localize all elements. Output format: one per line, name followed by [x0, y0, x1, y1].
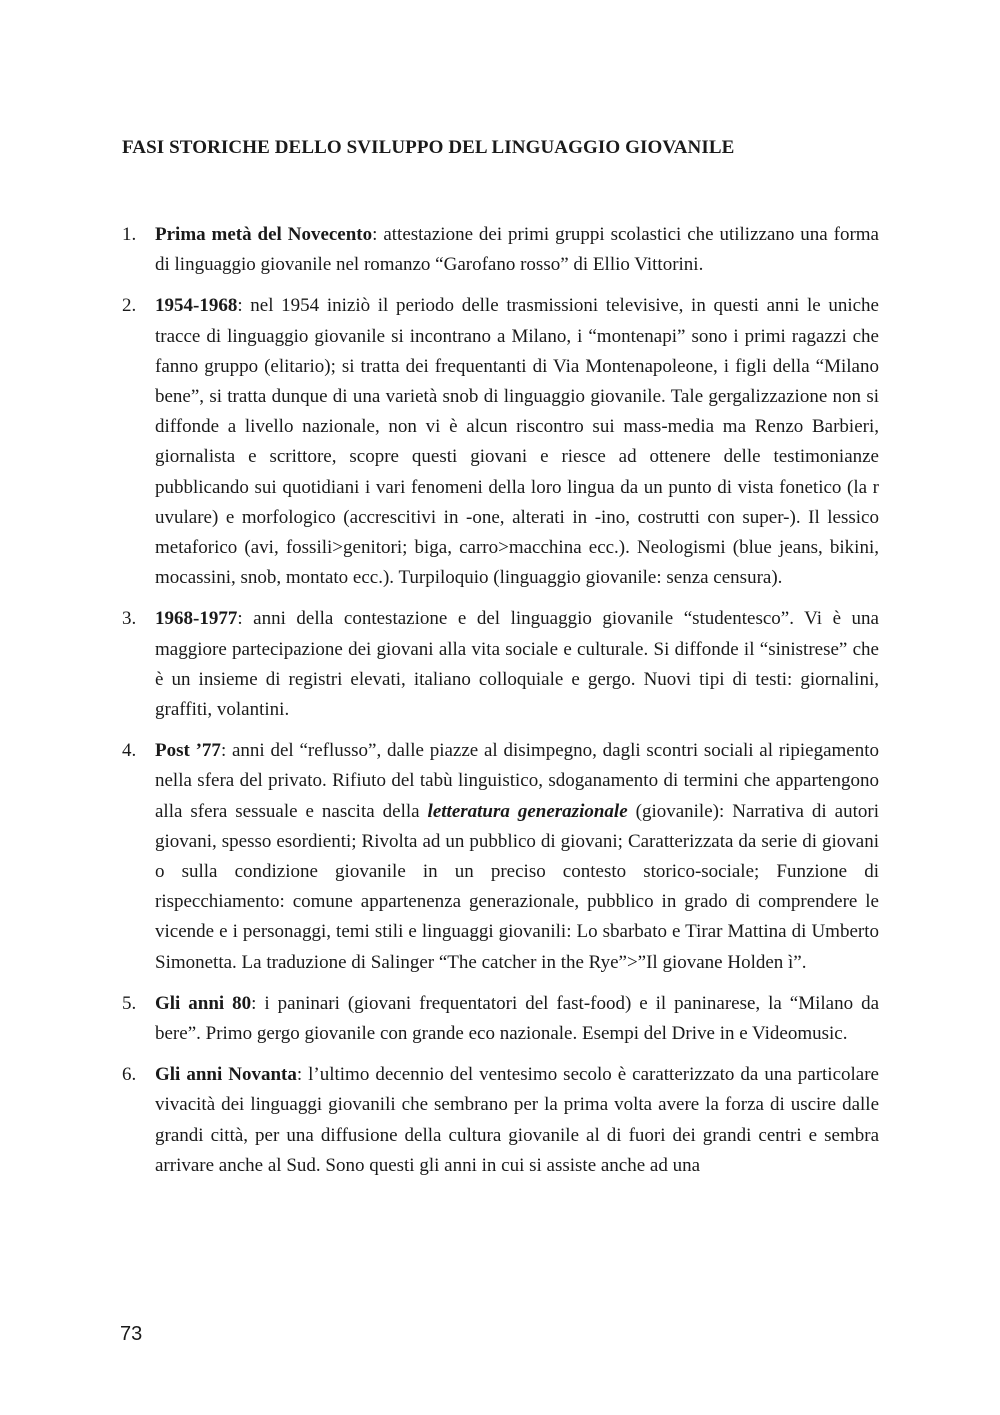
- item-number: 5.: [122, 992, 137, 1014]
- list-item-phase-3: [122, 604, 879, 725]
- historical-phases-list: [122, 220, 879, 1192]
- item-heading: Gli anni Novanta: [155, 1064, 297, 1086]
- item-text: : l’ultimo decennio del ventesimo secolo è caratterizzato da una particolare vivacità dei linguaggi giovanili che sembrano per la prima volta avere la forza di uscire dalle grandi città, per una diffusione della cultura giovanile al di fuori dei grandi centri e sembra arrivare anche al Sud. Sono questi gli anni in cui si assiste anche ad una: [155, 1064, 879, 1176]
- item-heading: Prima metà del Novecento: [155, 224, 373, 245]
- item-heading: Post ’77: [155, 740, 221, 762]
- item-number: 6.: [122, 1064, 137, 1086]
- item-heading: Gli anni 80: [155, 992, 252, 1014]
- list-item-phase-4: [122, 736, 879, 978]
- document-title: FASI STORICHE DELLO SVILUPPO DEL LINGUAGGIO GIOVANILE: [122, 137, 735, 158]
- item-text-continued: (giovanile): Narrativa di autori giovani, spesso esordienti; Rivolta ad un pubblico di giovani; Caratterizzata da serie di giovani o sulla condizione giovanile in un preciso contesto storico-sociale; Funzione di rispecchiamento: comune appartenenza generazionale, pubblico in grado di comprendere le vicende e i personaggi, temi stili e linguaggi giovanili: Lo sbarbato e Tirar Mattina di Umberto Simonetta. La traduzione di Salinger “The catcher in the Rye”>”Il giovane Holden ì”.: [155, 800, 879, 973]
- item-number: 2.: [122, 295, 137, 317]
- list-item-phase-5: [122, 989, 879, 1049]
- item-text: : anni della contestazione e del linguaggio giovanile “studentesco”. Vi è una maggiore partecipazione dei giovani alla vita sociale e culturale. Si diffonde il “sinistrese” che è un insieme di registri elevati, italiano colloquiale e gergo. Nuovi tipi di testi: giornalini, graffiti, volantini.: [155, 608, 879, 721]
- item-number: 4.: [122, 740, 137, 762]
- item-heading: 1968-1977: [155, 608, 238, 630]
- item-text: : i paninari (giovani frequentatori del fast-food) e il paninarese, la “Milano da bere”. Primo gergo giovanile con grande eco nazionale. Esempi del Drive in e Videomusic.: [155, 992, 879, 1045]
- list-item-phase-2: [122, 291, 879, 593]
- item-number: 1.: [122, 224, 137, 245]
- item-text: : anni del “reflusso”, dalle piazze al disimpegno, dagli scontri sociali al ripiegamento nella sfera del privato. Rifiuto del tabù linguistico, sdoganamento di termini che appartengono alla sfera sessuale e nascita della: [155, 740, 879, 822]
- list-item-phase-6: [122, 1060, 879, 1181]
- item-text: : nel 1954 iniziò il periodo delle trasmissioni televisive, in questi anni le uniche tracce di linguaggio giovanile si incontrano a Milano, i “montenapi” sono i primi ragazzi che fanno gruppo (elitario); si tratta dei frequentanti di Via Montenapoleone, i figli della “Milano bene”, si tratta dunque di una varietà snob di linguaggio giovanile. Tale gergalizzazione non si diffonde a livello nazionale, non vi è alcun riscontro sui mass-media ma Renzo Barbieri, giornalista e scrittore, scopre questi giovani e riesce ad ottenere delle testimonianze pubblicando sui quotidiani i vari fenomeni della loro lingua da un punto di vista fonetico (la r uvulare) e morfologico (accrescitivi in -one, alterati in -ino, costrutti con super-). Il lessico metaforico (avi, fossili>genitori; biga, carro>macchina ecc.). Neologismi (blue jeans, bikini, mocassini, snob, montato ecc.). Turpiloquio (linguaggio giovanile: senza censura).: [155, 295, 879, 589]
- item-text: : attestazione dei primi gruppi scolastici che utilizzano una forma di linguaggio giovanile nel romanzo “Garofano rosso” di Ellio Vittorini.: [155, 224, 879, 276]
- item-number: 3.: [122, 608, 137, 630]
- item-heading: 1954-1968: [155, 295, 238, 317]
- item-emphasis: letteratura generazionale: [427, 800, 628, 822]
- list-item-phase-1: [122, 220, 879, 280]
- page-number: 73: [120, 1323, 143, 1345]
